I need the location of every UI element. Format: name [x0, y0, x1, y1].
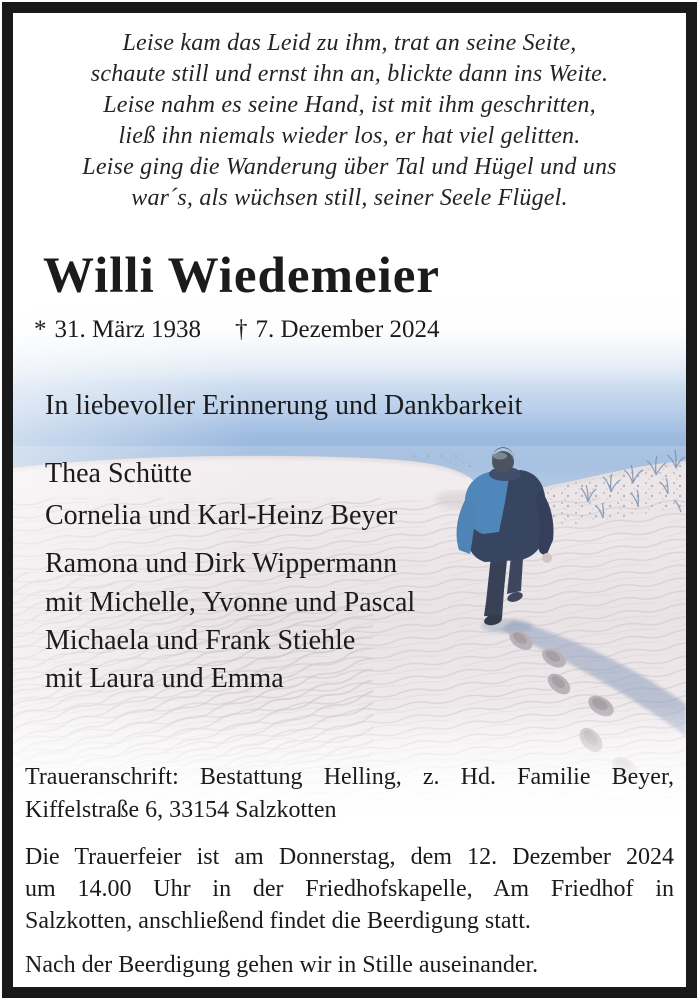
poem-line: ließ ihn niemals wieder los, er hat viel gelitten.	[118, 123, 581, 149]
mourner-line: mit Laura und Emma	[45, 663, 284, 694]
address-line: Traueranschrift: Bestattung Helling, z. Hd. Familie Beyer,	[25, 764, 674, 790]
mourner-line: Thea Schütte	[45, 458, 192, 489]
obituary-notice	[2, 2, 697, 998]
address-line: Kiffelstraße 6, 33154 Salzkotten	[25, 797, 337, 823]
birth-star-symbol: *	[34, 316, 47, 343]
mourner-line: Michaela und Frank Stiehle	[45, 625, 356, 656]
death-date: † 7. Dezember 2024	[235, 316, 440, 343]
service-line: Die Trauerfeier ist am Donnerstag, dem 12. Dezember 2024	[25, 844, 674, 870]
service-line: Salzkotten, anschließend findet die Beerdigung statt.	[25, 908, 531, 934]
death-cross-symbol: †	[235, 316, 248, 343]
memorial-poem	[13, 28, 686, 214]
life-dates	[34, 316, 439, 344]
closing-line: Nach der Beerdigung gehen wir in Stille auseinander.	[25, 952, 539, 978]
tribute-line: In liebevoller Erinnerung und Dankbarkeit	[45, 390, 523, 421]
mourner-line: Cornelia und Karl-Heinz Beyer	[45, 500, 398, 531]
poem-line: Leise ging die Wanderung über Tal und Hügel und uns	[82, 154, 617, 180]
funeral-service-details	[25, 841, 674, 937]
poem-line: Leise nahm es seine Hand, ist mit ihm geschritten,	[103, 92, 596, 118]
poem-line: Leise kam das Leid zu ihm, trat an seine Seite,	[122, 30, 577, 56]
birth-date: * 31. März 1938	[34, 316, 201, 343]
mourner-line: Ramona und Dirk Wippermann	[45, 548, 398, 579]
poem-line: schaute still und ernst ihn an, blickte dann ins Weite.	[90, 61, 609, 87]
mourner-line: mit Michelle, Yvonne und Pascal	[45, 587, 416, 618]
condolence-address	[25, 761, 674, 827]
service-line: um 14.00 Uhr in der Friedhofskapelle, Am Friedhof in	[25, 876, 674, 902]
deceased-name: Willi Wiedemeier	[43, 248, 441, 304]
poem-line: war´s, als wüchsen still, seiner Seele Flügel.	[131, 185, 568, 211]
